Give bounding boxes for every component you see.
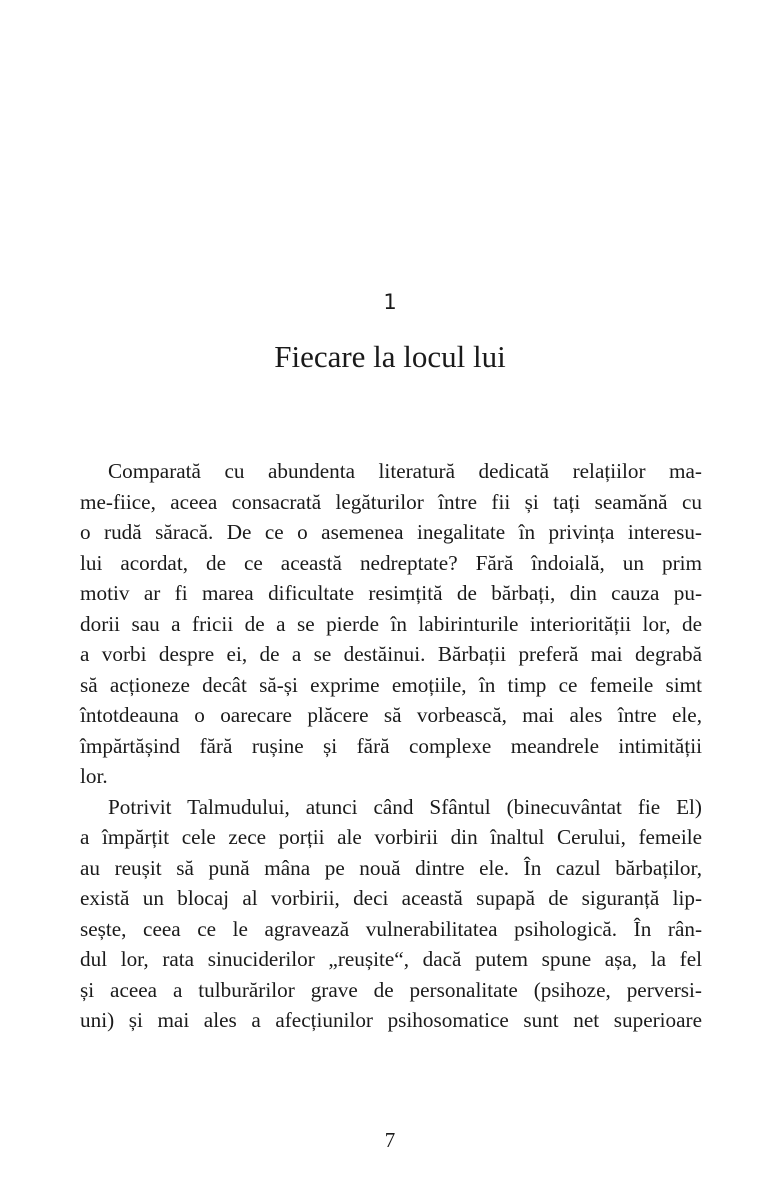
text-line: dul lor, rata sinuciderilor „reușite“, dacă putem spune așa, la fel (80, 947, 702, 971)
text-line: întotdeauna o oarecare plăcere să vorbească, mai ales între ele, (80, 703, 702, 727)
text-line: au reușit să pună mâna pe nouă dintre ele. În cazul bărbaților, (80, 855, 702, 880)
text-line: și aceea a tulburărilor grave de personalitate (psihoze, perversi- (80, 977, 702, 1002)
text-line: motiv ar fi marea dificultate resimțită de bărbați, din cauza pu- (80, 581, 702, 605)
text-line: a împărțit cele zece porții ale vorbirii din înaltul Cerului, femeile (80, 825, 702, 849)
chapter-title: Fiecare la locul lui (274, 339, 506, 374)
text-line: împărtășind fără rușine și fără complexe meandrele intimității (80, 733, 702, 758)
page-number: 7 (384, 1128, 396, 1152)
text-line: uni) și mai ales a afecțiunilor psihosomatice sunt net superioare (80, 1008, 702, 1032)
text-line: Potrivit Talmudului, atunci când Sfântul (binecuvântat fie El) (108, 794, 702, 819)
text-line: o rudă săracă. De ce o asemenea inegalitate în privința interesu- (80, 520, 702, 544)
text-line: sește, ceea ce le agravează vulnerabilitatea psihologică. În rân- (80, 916, 702, 941)
text-line: există un blocaj al vorbirii, deci această supapă de siguranță lip- (80, 886, 702, 910)
text-line: să acționeze decât să-și exprime emoțiile, în timp ce femeile simt (80, 672, 702, 697)
text-line: a vorbi despre ei, de a se destăinui. Bărbații preferă mai degrabă (80, 642, 702, 666)
text-line: dorii sau a fricii de a se pierde în labirinturile interiorității lor, de (80, 611, 702, 636)
text-line: Comparată cu abundenta literatură dedicată relațiilor ma- (108, 459, 702, 483)
body-text (80, 456, 702, 1036)
text-line: lui acordat, de ce această nedreptate? Fără îndoială, un prim (80, 550, 702, 575)
text-line: lor. (80, 764, 108, 788)
paragraph-2 (80, 792, 702, 1036)
chapter-number: 1 (383, 290, 397, 314)
text-line: me-fiice, aceea consacrată legăturilor între fii și tați seamănă cu (80, 489, 702, 514)
paragraph-1 (80, 456, 702, 792)
